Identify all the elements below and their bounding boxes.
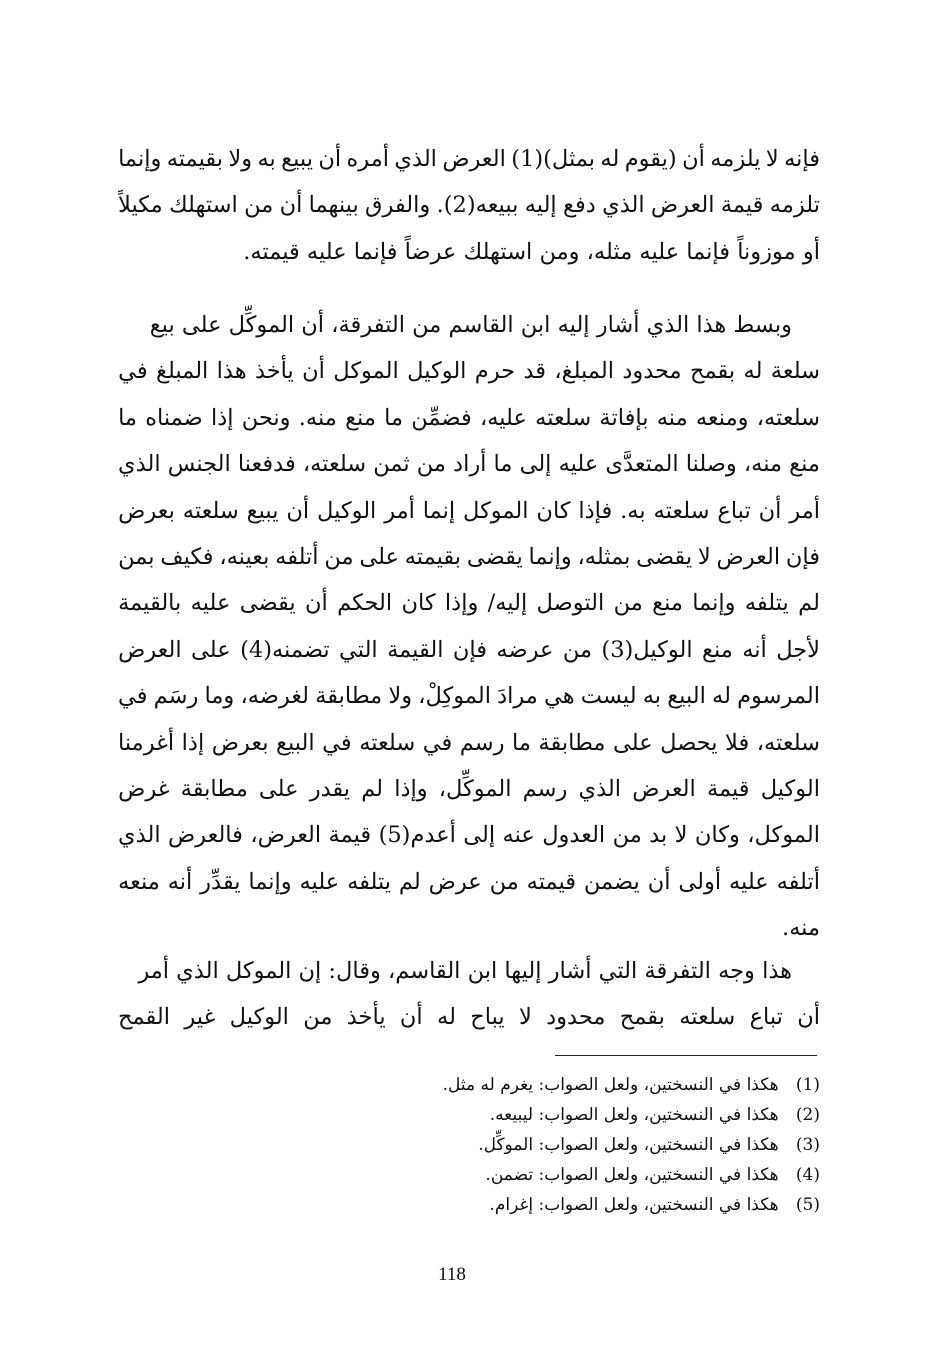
word: تلزمه [769, 192, 820, 219]
word: يأخذ [346, 1004, 386, 1031]
word: فإذا [578, 497, 613, 524]
word: في [118, 358, 148, 385]
word: الذي [578, 775, 622, 802]
word: الوكيل [407, 358, 467, 385]
word: وما [204, 683, 235, 710]
word: بمثله، [577, 543, 631, 570]
word: وكان [694, 822, 740, 849]
word: أن [682, 146, 705, 172]
word: وإنما [248, 868, 292, 895]
paragraph-line: أو موزوناً فإنما عليه مثله، ومن استهلك عرضاً فإنما عليه قيمته. [243, 238, 820, 265]
footnote [340, 1070, 820, 1100]
word: أن [304, 590, 328, 617]
word: يتلفه [744, 590, 789, 617]
paragraph-line [118, 766, 820, 812]
footnote-text: هكذا في النسختين، ولعل الصواب: الموكِّل. [478, 1135, 779, 1155]
word: على [613, 729, 653, 756]
word: مطابقة [315, 683, 383, 710]
paragraph-line: منه. [781, 915, 820, 942]
word: بينهما [308, 192, 359, 219]
word: دفع [563, 192, 596, 219]
word: له [743, 358, 763, 385]
word: من [613, 590, 643, 617]
word: فإنه [784, 146, 820, 172]
word: في [422, 729, 453, 756]
word: يقدر [309, 775, 351, 802]
word: التي [339, 636, 378, 663]
word: ما [511, 729, 531, 756]
word: لغرضه، [240, 683, 309, 710]
page-number: 118 [438, 1264, 466, 1285]
word: رسَم [153, 683, 199, 710]
word: ما [384, 404, 404, 431]
word: يحصل [660, 729, 718, 756]
word: وإنما [118, 146, 162, 172]
word: تباع [749, 1004, 783, 1031]
word: (يقوم [624, 146, 677, 172]
word: عنه [502, 822, 535, 849]
word: ونحن [241, 404, 291, 431]
word: سلعته [182, 497, 239, 524]
word: إليه [524, 192, 557, 219]
word: أن [318, 146, 342, 172]
word: أن [758, 497, 782, 524]
word: إليه/ [487, 590, 528, 617]
word: عليه [558, 451, 599, 478]
word: عليه، [479, 404, 527, 431]
word: غرض [118, 775, 170, 802]
word: له [712, 683, 731, 710]
footnote-number: (1) [795, 1075, 820, 1095]
word: يقضى [239, 590, 296, 617]
word: الحكم [337, 590, 393, 617]
word: البيع [275, 729, 315, 756]
word: سلعته، [756, 729, 820, 756]
word: منه، [743, 451, 783, 478]
word: أمر [789, 497, 820, 524]
word: بد [649, 822, 668, 849]
footnote-number: (2) [795, 1105, 820, 1125]
word: كان [401, 590, 436, 617]
word: بعرض [211, 729, 269, 756]
word: إذا [181, 729, 205, 756]
word: الموكِّل، [438, 775, 512, 802]
word: فدفعنا [237, 451, 296, 478]
word: من [244, 192, 274, 219]
word: الموكِلْ، [418, 683, 491, 710]
word: منع [702, 636, 733, 663]
word: يبيع [246, 497, 279, 524]
word: أنه [742, 636, 767, 663]
word: لا [674, 822, 688, 849]
word: بعرض [118, 497, 175, 524]
footnote [340, 1130, 820, 1160]
word: قيمة [720, 192, 764, 219]
footnote-text: هكذا في النسختين، ولعل الصواب: إغرام. [489, 1195, 779, 1215]
word: أمره [346, 146, 390, 172]
word: رسم [459, 729, 505, 756]
word: سلعته، [302, 451, 367, 478]
word: من [489, 868, 519, 895]
word: ثمن [373, 451, 410, 478]
word: الموكل [333, 358, 399, 385]
word: من [562, 636, 593, 663]
paragraph-line [118, 673, 820, 719]
word: وصلنا [685, 451, 737, 478]
word: بعينه، [219, 543, 270, 570]
word: سلعته [679, 1004, 736, 1031]
paragraph-line [118, 720, 820, 766]
word: على [191, 636, 231, 663]
word: منع [345, 404, 376, 431]
word: يتلفه [347, 868, 392, 895]
paragraph-2 [118, 302, 820, 951]
word: المرسوم [737, 683, 820, 710]
word: سلعته [653, 497, 710, 524]
word: لم [398, 868, 421, 895]
word: ببيعه(2). [436, 192, 519, 219]
word: أمر [384, 497, 415, 524]
word: غير [184, 1004, 216, 1031]
word: استهلك [169, 192, 238, 219]
word: هذا [216, 358, 247, 385]
word: أولى [678, 868, 722, 895]
word: من [324, 543, 354, 570]
word: من [416, 451, 446, 478]
paragraph-line [118, 534, 820, 580]
word: المبلغ، [554, 358, 614, 385]
word: عليه [190, 590, 231, 617]
footnote-number: (3) [795, 1135, 820, 1155]
word: أن [399, 1004, 423, 1031]
word: ما [493, 451, 513, 478]
word: الموكل [463, 497, 529, 524]
word: من [612, 822, 642, 849]
word: عليه [299, 868, 340, 895]
word: فضمِّن [411, 404, 472, 431]
word: لا [518, 1004, 532, 1031]
word: بإفاتة [599, 404, 649, 431]
paragraph-line: هذا وجه التفرقة التي أشار إليها ابن القاسم، وقال: إن الموكل الذي أمر [138, 958, 792, 984]
word: الوكيل [229, 1004, 289, 1031]
word: يلزمه [710, 146, 761, 172]
word: أتلفه [776, 868, 820, 895]
footnotes [340, 1070, 820, 1220]
footnote-divider [555, 1055, 817, 1056]
word: مطابقة [538, 729, 606, 756]
word: أنه [167, 868, 193, 895]
word: له [600, 146, 620, 172]
word: أتلفه [275, 543, 319, 570]
paragraph-line: وبسط هذا الذي أشار إليه ابن القاسم من التفرقة، أن الموكِّل على بيع [149, 312, 792, 338]
paragraph-line [118, 994, 820, 1040]
word: بمثل)(1) [511, 146, 596, 172]
word: الذي [602, 192, 645, 219]
word: سلعته [359, 729, 416, 756]
word: بالقيمة [118, 590, 182, 617]
word: مطابقة [180, 775, 248, 802]
word: أراد [453, 451, 487, 478]
paragraph-line [118, 348, 820, 394]
word: منه. [298, 404, 337, 431]
word: بقمح [689, 358, 736, 385]
word: أن [286, 497, 310, 524]
word: أن [647, 868, 671, 895]
word: إنما [422, 497, 456, 524]
word: الذي [118, 822, 161, 849]
word: مكيلاً [118, 192, 163, 219]
word: الذي [394, 146, 437, 172]
paragraph-line [118, 812, 820, 858]
word: يباح [470, 1004, 505, 1031]
footnote-number: (4) [795, 1165, 820, 1185]
paragraph-line [118, 580, 820, 626]
footnote-text: هكذا في النسختين، ولعل الصواب: يغرم له مثل. [442, 1075, 779, 1095]
word: سلعته [535, 404, 592, 431]
word: بمن [118, 543, 155, 570]
word: لم [361, 775, 384, 802]
word: وإذا [394, 775, 428, 802]
word: لا [697, 543, 711, 570]
word: العرض [118, 636, 182, 663]
word: تباع [717, 497, 751, 524]
word: عليه [728, 868, 769, 895]
word: منه [656, 404, 688, 431]
footnote-number: (5) [795, 1195, 820, 1215]
word: العرض [716, 543, 781, 570]
word: بقيمته [404, 543, 462, 570]
word: به [257, 146, 276, 172]
word: إلى [519, 451, 552, 478]
word: القيمة [387, 636, 444, 663]
word: وإذا [444, 590, 479, 617]
word: التوصل [536, 590, 605, 617]
paragraph-line [118, 627, 820, 673]
word: المبلغ [155, 358, 209, 385]
word: ليست [580, 683, 637, 710]
word: ومنعه [695, 404, 749, 431]
word: العرض [442, 146, 506, 172]
word: القمح [118, 1004, 171, 1031]
word: الجنس [167, 451, 231, 478]
footnote-text: هكذا في النسختين، ولعل الصواب: تضمن. [485, 1165, 779, 1185]
paragraph-line [118, 441, 820, 487]
word: به. [620, 497, 646, 524]
word: من [303, 1004, 333, 1031]
word: يأخذ [254, 358, 294, 385]
word: الوكيل [317, 497, 377, 524]
footnote [340, 1190, 820, 1220]
word: سلعة [770, 358, 820, 385]
paragraph-line [118, 136, 820, 182]
word: ضمناه [145, 404, 203, 431]
word: قيمة [328, 822, 372, 849]
word: بقمح [619, 1004, 665, 1031]
word: الموكل، [747, 822, 820, 849]
word: في [118, 683, 148, 710]
word: مرادَ [497, 683, 538, 710]
word: رسم [522, 775, 568, 802]
paragraph-line [118, 395, 820, 441]
word: أغرمنا [118, 729, 175, 756]
word: له [437, 1004, 456, 1031]
word: البيع [667, 683, 706, 710]
footnote-text: هكذا في النسختين، ولعل الصواب: ليبيعه. [489, 1105, 779, 1125]
word: المتعدَّى [605, 451, 679, 478]
word: أن [302, 358, 325, 385]
word: الوكيل [760, 775, 820, 802]
word: فالعرض [167, 822, 243, 849]
word: العدول [542, 822, 606, 849]
paragraph-line [118, 182, 820, 228]
word: إذا [211, 404, 234, 431]
word: منع [652, 590, 683, 617]
paragraph-line [118, 488, 820, 534]
word: أن [797, 1004, 820, 1031]
word: يقضى [466, 543, 523, 570]
word: قد [523, 358, 546, 385]
word: وإنما [692, 590, 736, 617]
word: الوكيل(3) [601, 636, 693, 663]
word: لا [765, 146, 779, 172]
word: كان [536, 497, 571, 524]
word: قيمة [706, 775, 750, 802]
word: منعه [118, 868, 160, 895]
word: منع [789, 451, 820, 478]
paragraph-3 [118, 948, 820, 1041]
word: فإن [785, 543, 820, 570]
word: العرض، [250, 822, 322, 849]
footnote [340, 1100, 820, 1130]
word: فإن [452, 636, 487, 663]
word: ما [118, 404, 137, 431]
word: لأجل [776, 636, 820, 663]
word: الذي [118, 451, 161, 478]
word: أن [279, 192, 303, 219]
word: والفرق [365, 192, 431, 219]
word: يقضى [636, 543, 693, 570]
word: في [322, 729, 352, 756]
word: يبيع [281, 146, 313, 172]
word: يضمن [583, 868, 640, 895]
word: العرض [650, 192, 715, 219]
word: محدود [622, 358, 682, 385]
word: فلا [725, 729, 750, 756]
word: إلى [463, 822, 496, 849]
word: تضمنه(4) [240, 636, 330, 663]
word: به [642, 683, 662, 710]
word: سلعته، [756, 404, 820, 431]
word: حرم [474, 358, 516, 385]
footnote [340, 1160, 820, 1190]
word: على [258, 775, 299, 802]
word: على [359, 543, 399, 570]
paragraph-1 [118, 136, 820, 275]
word: يقدِّر [200, 868, 241, 895]
word: ولا [228, 146, 253, 172]
word: محدود [546, 1004, 606, 1031]
word: العرض [632, 775, 696, 802]
word: ولا [388, 683, 413, 710]
word: وإنما [528, 543, 572, 570]
word: قيمته [526, 868, 577, 895]
word: عرضه [496, 636, 554, 663]
paragraph-line [118, 859, 820, 905]
word: بقيمته [166, 146, 223, 172]
word: عرض [428, 868, 482, 895]
word: أعدم(5) [378, 822, 456, 849]
word: هي [544, 683, 575, 710]
word: لم [798, 590, 820, 617]
word: فكيف [160, 543, 214, 570]
